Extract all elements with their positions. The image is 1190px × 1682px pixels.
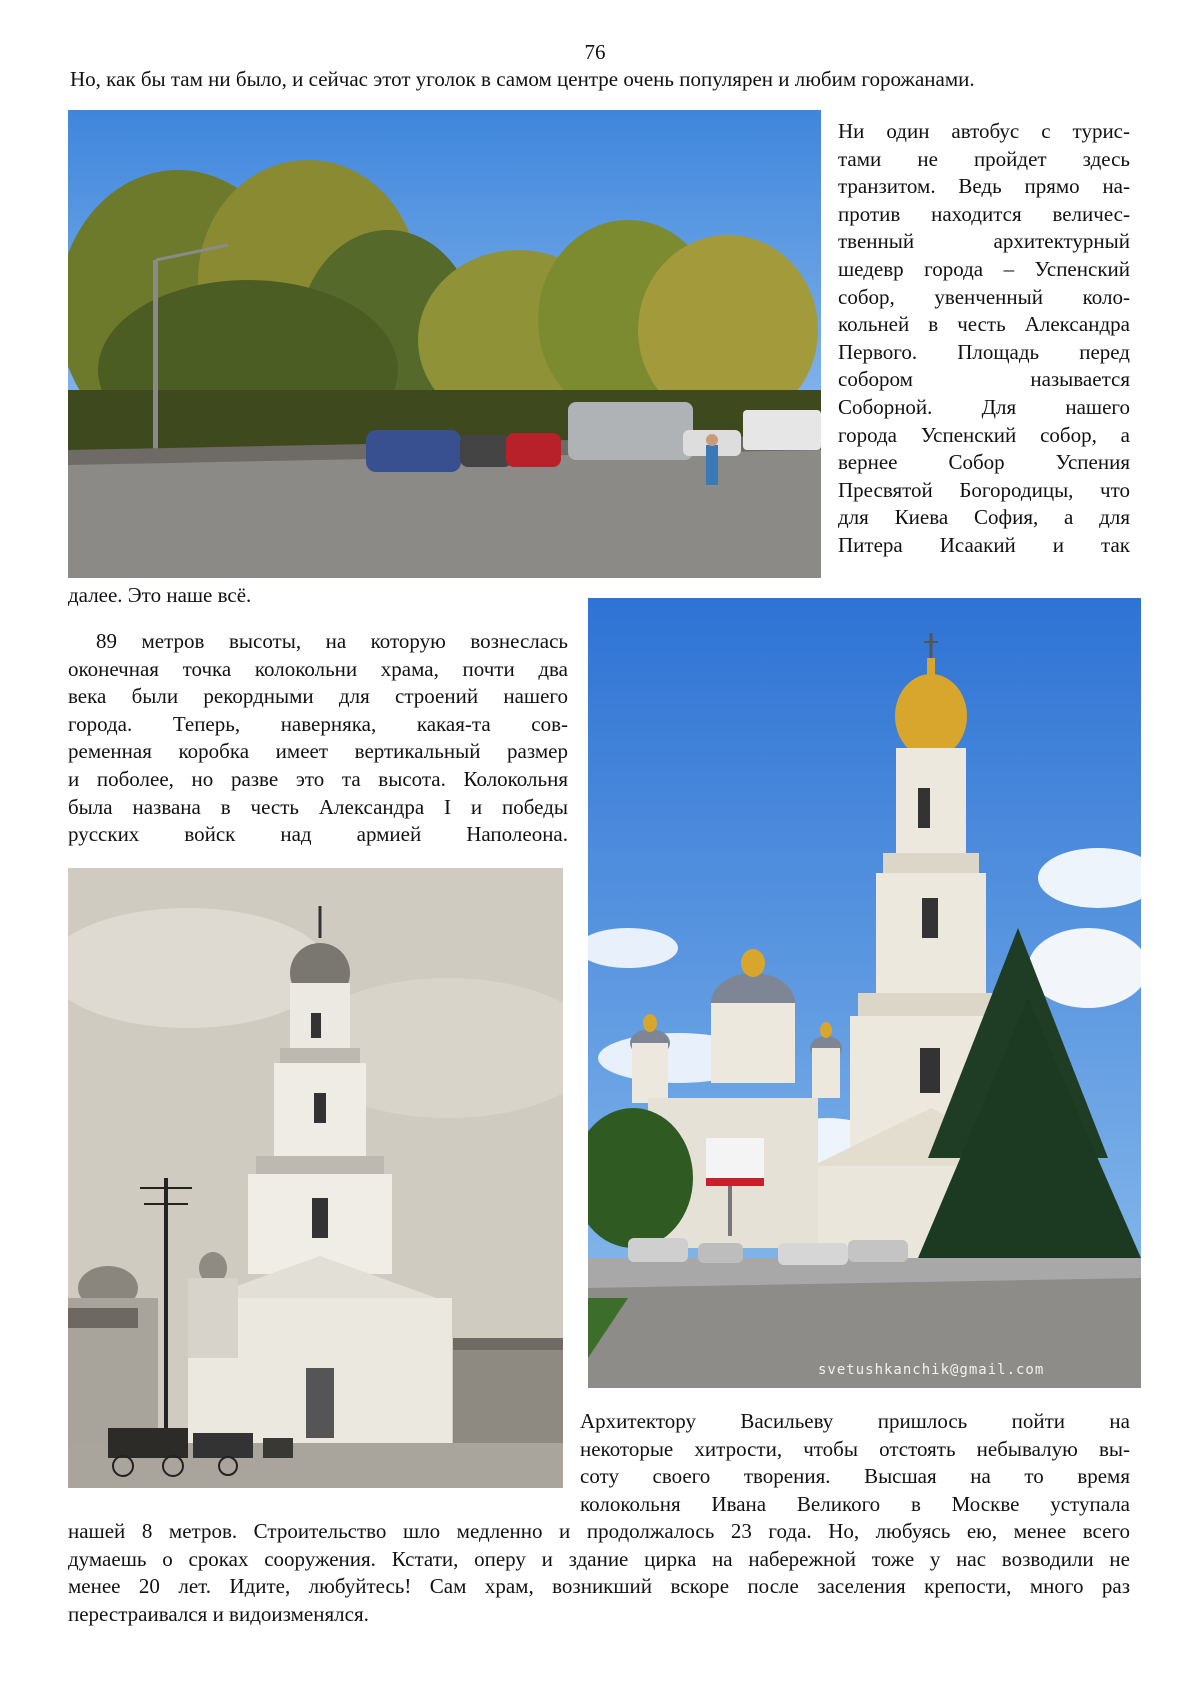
paragraph-1-line: твенный архитектурный <box>838 229 1130 254</box>
paragraph-1-line: Питера Исаакий и так <box>838 532 1130 557</box>
paragraph-3-end-line: думаешь о сроках сооружения. Кстати, оперу и здание цирка на набережной тоже у нас возводили не <box>68 1546 1130 1571</box>
paragraph-3-end-line: менее 20 лет. Идите, любуйтесь! Сам храм, возникший вскоре после заселения крепости, много раз <box>68 1574 1130 1599</box>
paragraph-1-line: для Киева София, а для <box>838 505 1130 530</box>
paragraph-3-end-line: перестраивался и видоизменялся. <box>68 1601 369 1626</box>
paragraph-2-line: и поболее, но разве это та высота. Колокольня <box>68 766 568 791</box>
paragraph-2-line: была названа в честь Александра I и победы <box>68 794 568 819</box>
paragraph-1-line: тами не пройдет здесь <box>838 146 1130 171</box>
paragraph-2-line: ременная коробка имеет вертикальный размер <box>68 739 568 764</box>
paragraph-1-line: собор, увенченный коло- <box>838 284 1130 309</box>
paragraph-1-line: Первого. Площадь перед <box>838 339 1130 364</box>
paragraph-1-line: кольней в честь Александра <box>838 312 1130 337</box>
paragraph-3-line: некоторые хитрости, чтобы отстоять небывалую вы- <box>580 1436 1130 1461</box>
page-number: 76 <box>584 40 606 64</box>
paragraph-1 <box>838 118 1130 560</box>
paragraph-1-line: шедевр города – Успенский <box>838 256 1130 281</box>
paragraph-3 <box>580 1408 1130 1518</box>
paragraph-1-line: вернее Собор Успения <box>838 450 1130 475</box>
paragraph-1-line: Ни один автобус с турис- <box>838 119 1130 143</box>
paragraph-3-continuation <box>68 1518 1130 1628</box>
paragraph-1-line: транзитом. Ведь прямо на- <box>838 174 1130 199</box>
cathedral-archive-photo <box>68 868 563 1488</box>
paragraph-3-end-line: нашей 8 метров. Строительство шло медленно и продолжалось 23 года. Но, любуясь ею, менее всего <box>68 1519 1130 1543</box>
photo-watermark: svetushkanchik@gmail.com <box>818 1362 1045 1378</box>
paragraph-2-line: века были рекордными для строений нашего <box>68 684 568 709</box>
paragraph-2-line: русских войск над армией Наполеона. <box>68 822 568 847</box>
paragraph-1-line: города Успенский собор, а <box>838 422 1130 447</box>
paragraph-1-line: Соборной. Для нашего <box>838 394 1130 419</box>
paragraph-1-line: против находится величес- <box>838 201 1130 226</box>
street-photo <box>68 110 821 578</box>
paragraph-2 <box>68 628 568 849</box>
paragraph-2-line: оконечная точка колокольни храма, почти два <box>68 656 568 681</box>
paragraph-3-line: Архитектору Васильеву пришлось пойти на <box>580 1409 1130 1433</box>
paragraph-3-line: соту своего творения. Высшая на то время <box>580 1464 1130 1489</box>
paragraph-1-end: далее. Это наше всё. <box>68 583 252 607</box>
paragraph-3-line: колокольня Ивана Великого в Москве уступала <box>580 1491 1130 1516</box>
paragraph-2-line: города. Теперь, наверняка, какая-та сов- <box>68 711 568 736</box>
paragraph-2-line: 89 метров высоты, на которую вознеслась <box>96 629 568 653</box>
cathedral-color-photo <box>588 598 1141 1388</box>
paragraph-1-line: собором называется <box>838 367 1130 392</box>
paragraph-1-line: Пресвятой Богородицы, что <box>838 477 1130 502</box>
intro-line: Но, как бы там ни было, и сейчас этот уголок в самом центре очень популярен и любим горожанами. <box>70 67 975 91</box>
